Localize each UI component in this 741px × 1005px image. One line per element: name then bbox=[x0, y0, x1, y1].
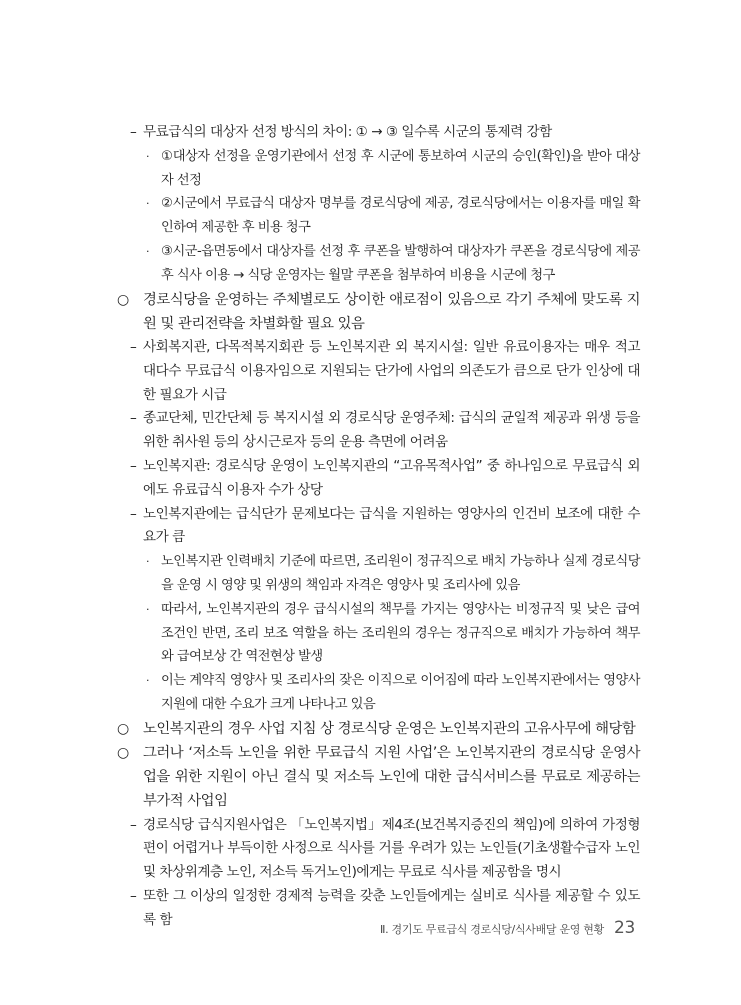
paragraph-text: 경로식당 급식지원사업은 「노인복지법」제4조(보건복지증진의 책임)에 의하여 가정형편이 어렵거나 부득이한 사정으로 식사를 거를 우려가 있는 노인들(기초생활수급자 노인 및 차상위계층 노인, 저소득 독거노인)에게는 무료로 식사를 제공함을 명시 bbox=[143, 816, 640, 881]
paragraph-level-1 bbox=[110, 717, 640, 741]
paragraph-level-1 bbox=[110, 741, 640, 814]
paragraph-level-2 bbox=[110, 336, 640, 407]
bullet-marker: · bbox=[146, 674, 149, 688]
paragraph-level-3 bbox=[110, 192, 640, 240]
paragraph-text: 노인복지관에는 급식단가 문제보다는 급식을 지원하는 영양사의 인건비 보조에 대한 수요가 큼 bbox=[143, 505, 640, 546]
paragraph-text: 따라서, 노인복지관의 경우 급식시설의 책무를 가지는 영양사는 비정규직 및 낮은 급여조건인 반면, 조리 보조 역할을 하는 조리원의 경우는 정규직으로 배치가 가능하여 책무와 급여보상 간 역전현상 발생 bbox=[161, 601, 640, 665]
paragraph-text: 종교단체, 민간단체 등 복지시설 외 경로식당 운영주체: 급식의 균일적 제공과 위생 등을 위한 취사원 등의 상시근로자 등의 운용 측면에 어려움 bbox=[143, 410, 640, 451]
bullet-marker: · bbox=[146, 602, 149, 616]
paragraph-text: ①대상자 선정을 운영기관에서 선정 후 시군에 통보하여 시군의 승인(확인)을 받아 대상자 선정 bbox=[161, 148, 640, 188]
bullet-marker: – bbox=[130, 457, 137, 474]
paragraph-level-1 bbox=[110, 288, 640, 336]
paragraph-level-2 bbox=[110, 814, 640, 885]
paragraph-level-3 bbox=[110, 240, 640, 288]
paragraph-level-2 bbox=[110, 455, 640, 503]
bullet-marker: – bbox=[130, 410, 137, 427]
body-text bbox=[110, 121, 640, 933]
bullet-marker: – bbox=[130, 124, 137, 140]
paragraph-level-3 bbox=[110, 550, 640, 598]
paragraph-level-2 bbox=[110, 407, 640, 455]
paragraph-text: 무료급식의 대상자 선정 방식의 차이: ① → ③ 일수록 시군의 통제력 강함 bbox=[143, 124, 552, 140]
bullet-marker: · bbox=[146, 555, 149, 569]
paragraph-level-3 bbox=[110, 598, 640, 669]
bullet-marker: – bbox=[130, 338, 137, 355]
paragraph-text: 이는 계약직 영양사 및 조리사의 잦은 이직으로 이어짐에 따라 노인복지관에서는 영양사 지원에 대한 수요가 크게 나타나고 있음 bbox=[161, 673, 640, 712]
bullet-marker: · bbox=[146, 149, 149, 163]
paragraph-text: ②시군에서 무료급식 대상자 명부를 경로식당에 제공, 경로식당에서는 이용자를 매일 확인하여 제공한 후 비용 청구 bbox=[161, 196, 640, 236]
bullet-marker: ○ bbox=[117, 744, 129, 761]
paragraph-text: 사회복지관, 다목적복지회관 등 노인복지관 외 복지시설: 일반 유료이용자는 매우 적고 대다수 무료급식 이용자임으로 지원되는 단가에 사업의 의존도가 큼으로 단가 인상에 대한 필요가 시급 bbox=[143, 338, 640, 403]
paragraph-level-2 bbox=[110, 503, 640, 551]
paragraph-level-3 bbox=[110, 669, 640, 717]
bullet-marker: ○ bbox=[117, 720, 129, 737]
paragraph-level-3 bbox=[110, 145, 640, 193]
bullet-marker: – bbox=[130, 816, 137, 833]
bullet-marker: – bbox=[130, 887, 137, 904]
paragraph-text: 노인복지관: 경로식당 운영이 노인복지관의 “고유목적사업” 중 하나임으로 무료급식 외에도 유료급식 이용자 수가 상당 bbox=[143, 457, 640, 498]
bullet-marker: – bbox=[130, 505, 137, 522]
bullet-marker: · bbox=[146, 244, 149, 258]
paragraph-text: 경로식당을 운영하는 주체별로도 상이한 애로점이 있음으로 각기 주체에 맞도록 지원 및 관리전략을 차별화할 필요 있음 bbox=[143, 291, 640, 332]
page-footer bbox=[380, 918, 635, 938]
paragraph-level-2 bbox=[110, 121, 640, 145]
footer-chapter-title: Ⅱ. 경기도 무료급식 경로식당/식사배달 운영 현황 bbox=[380, 923, 604, 936]
bullet-marker: · bbox=[146, 197, 149, 211]
paragraph-text: 그러나 ‘저소득 노인을 위한 무료급식 지원 사업’은 노인복지관의 경로식당 운영사업을 위한 지원이 아닌 결식 및 저소득 노인에 대한 급식서비스를 무료로 제공하는 부가적 사업임 bbox=[143, 744, 640, 810]
paragraph-text: 또한 그 이상의 일정한 경제적 능력을 갖춘 노인들에게는 실비로 식사를 제공할 수 있도록 함 bbox=[143, 887, 640, 928]
paragraph-text: 노인복지관의 경우 사업 지침 상 경로식당 운영은 노인복지관의 고유사무에 해당함 bbox=[143, 720, 636, 737]
page-number: 23 bbox=[613, 918, 635, 938]
bullet-marker: ○ bbox=[117, 291, 129, 308]
paragraph-text: ③시군-읍면동에서 대상자를 선정 후 쿠폰을 발행하여 대상자가 쿠폰을 경로식당에 제공 후 식사 이용 → 식당 운영자는 월말 쿠폰을 첨부하여 비용을 시군에 청구 bbox=[161, 243, 640, 283]
paragraph-text: 노인복지관 인력배치 기준에 따르면, 조리원이 정규직으로 배치 가능하나 실제 경로식당을 운영 시 영양 및 위생의 책임과 자격은 영양사 및 조리사에 있음 bbox=[161, 554, 640, 593]
